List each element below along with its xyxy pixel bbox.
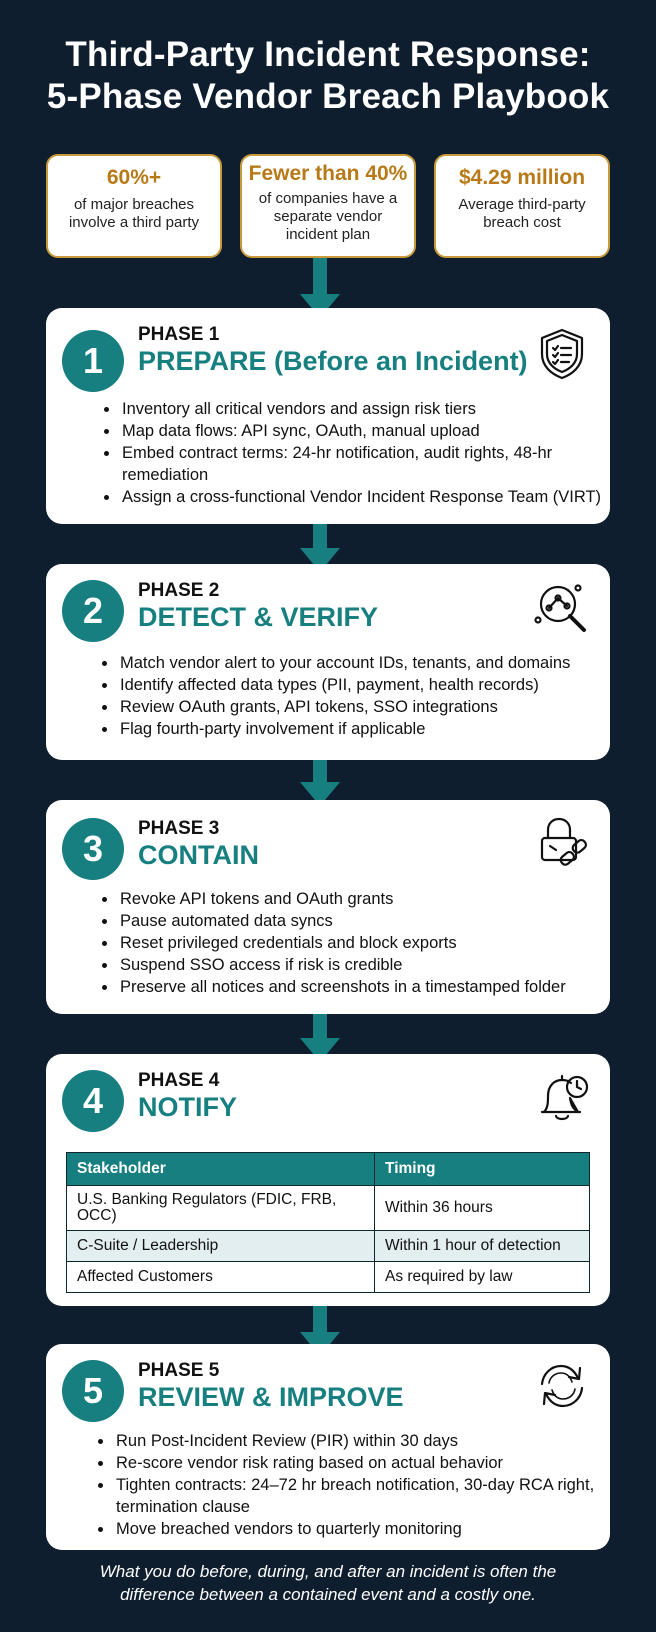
list-item: • Preserve all notices and screenshots in a timestamped folder — [118, 976, 618, 998]
column-header: Stakeholder — [67, 1153, 375, 1186]
stat-caption — [248, 190, 408, 244]
list-item: • Reset privileged credentials and block exports — [118, 932, 618, 954]
list-item: • Flag fourth-party involvement if applicable — [118, 718, 618, 740]
footer-line-2: difference between a contained event and a costly one. — [120, 1585, 536, 1604]
phase-number-badge: 3 — [62, 818, 124, 880]
list-item: • Identify affected data types (PII, payment, health records) — [118, 674, 618, 696]
stat-caption — [54, 196, 214, 232]
list-item: • Map data flows: API sync, OAuth, manual upload — [120, 420, 610, 442]
column-header: Timing — [375, 1153, 590, 1186]
stat-caption-line: incident plan — [285, 226, 371, 243]
phase-name: PREPARE (Before an Incident) — [138, 346, 528, 376]
phase-label: PHASE 1 — [138, 324, 220, 345]
phase-number-badge: 2 — [62, 580, 124, 642]
phase-number-badge: 5 — [62, 1360, 124, 1422]
list-item: • Move breached vendors to quarterly monitoring — [114, 1518, 614, 1540]
table-cell: Within 36 hours — [375, 1186, 590, 1231]
table-cell: Affected Customers — [67, 1262, 375, 1293]
footer-quote — [0, 1560, 656, 1606]
shield-checklist-icon — [534, 326, 590, 382]
title-line-1: Third-Party Incident Response: — [65, 35, 591, 74]
list-item: • Assign a cross-functional Vendor Incident Response Team (VIRT) — [120, 486, 610, 508]
phase-card-4 — [46, 1054, 610, 1306]
table-cell: As required by law — [375, 1262, 590, 1293]
list-item: • Re-score vendor risk rating based on actual behavior — [114, 1452, 614, 1474]
list-item: • Match vendor alert to your account IDs, tenants, and domains — [118, 652, 618, 674]
phase-bullet-list — [96, 1430, 614, 1540]
list-item: • Embed contract terms: 24-hr notification, audit rights, 48-hr remediation — [120, 442, 610, 486]
stat-caption-line: of companies have a — [258, 190, 398, 207]
stat-caption — [442, 196, 602, 232]
stat-card-third-party — [46, 154, 222, 258]
stat-value: $4.29 million — [458, 166, 586, 189]
table-row — [67, 1231, 590, 1262]
table-cell: C-Suite / Leadership — [67, 1231, 375, 1262]
list-item: • Inventory all critical vendors and assign risk tiers — [120, 398, 610, 420]
stat-value: 60%+ — [106, 166, 162, 189]
stat-card-breach-cost — [434, 154, 610, 258]
phase-card-3 — [46, 800, 610, 1014]
phase-number-badge: 4 — [62, 1070, 124, 1132]
stat-caption-line: of major breaches — [73, 196, 195, 213]
list-item: • Suspend SSO access if risk is credible — [118, 954, 618, 976]
table-row — [67, 1186, 590, 1231]
stat-card-vendor-plan — [240, 154, 416, 258]
stat-caption-line: involve a third party — [68, 214, 200, 231]
phase-label: PHASE 4 — [138, 1070, 220, 1091]
phase-name: REVIEW & IMPROVE — [138, 1382, 404, 1412]
magnifier-network-icon — [534, 580, 590, 636]
table-cell: U.S. Banking Regulators (FDIC, FRB, OCC) — [67, 1186, 375, 1231]
bell-clock-icon — [534, 1068, 590, 1124]
phase-name: NOTIFY — [138, 1092, 237, 1122]
phase-label: PHASE 5 — [138, 1360, 220, 1381]
list-item: • Pause automated data syncs — [118, 910, 618, 932]
phase-name: CONTAIN — [138, 840, 259, 870]
phase-card-5 — [46, 1344, 610, 1550]
title-line-2: 5-Phase Vendor Breach Playbook — [46, 77, 610, 116]
stat-value: Fewer than 40% — [248, 162, 408, 185]
refresh-cycle-icon — [534, 1358, 590, 1414]
table-cell: Within 1 hour of detection — [375, 1231, 590, 1262]
list-item: • Run Post-Incident Review (PIR) within 30 days — [114, 1430, 614, 1452]
padlock-broken-chain-icon — [534, 816, 590, 872]
phase-bullet-list — [102, 398, 610, 508]
footer-line-1: What you do before, during, and after an incident is often the — [99, 1562, 557, 1581]
list-item: • Review OAuth grants, API tokens, SSO integrations — [118, 696, 618, 718]
phase-label: PHASE 3 — [138, 818, 220, 839]
stat-caption-line: Average third-party — [458, 196, 586, 213]
list-item: • Tighten contracts: 24–72 hr breach notification, 30-day RCA right, termination clause — [114, 1474, 614, 1518]
phase-card-2 — [46, 564, 610, 760]
phase-number-badge: 1 — [62, 330, 124, 392]
phase-name: DETECT & VERIFY — [138, 602, 379, 632]
phase-card-1 — [46, 308, 610, 524]
table-row — [67, 1262, 590, 1293]
stat-caption-line: separate vendor — [273, 208, 383, 225]
stat-caption-line: breach cost — [483, 214, 561, 231]
notify-table — [66, 1152, 590, 1293]
phase-label: PHASE 2 — [138, 580, 220, 601]
page-title — [0, 34, 656, 118]
table-header-row — [67, 1153, 590, 1186]
phase-bullet-list — [100, 888, 618, 998]
list-item: • Revoke API tokens and OAuth grants — [118, 888, 618, 910]
phase-bullet-list — [100, 652, 618, 740]
